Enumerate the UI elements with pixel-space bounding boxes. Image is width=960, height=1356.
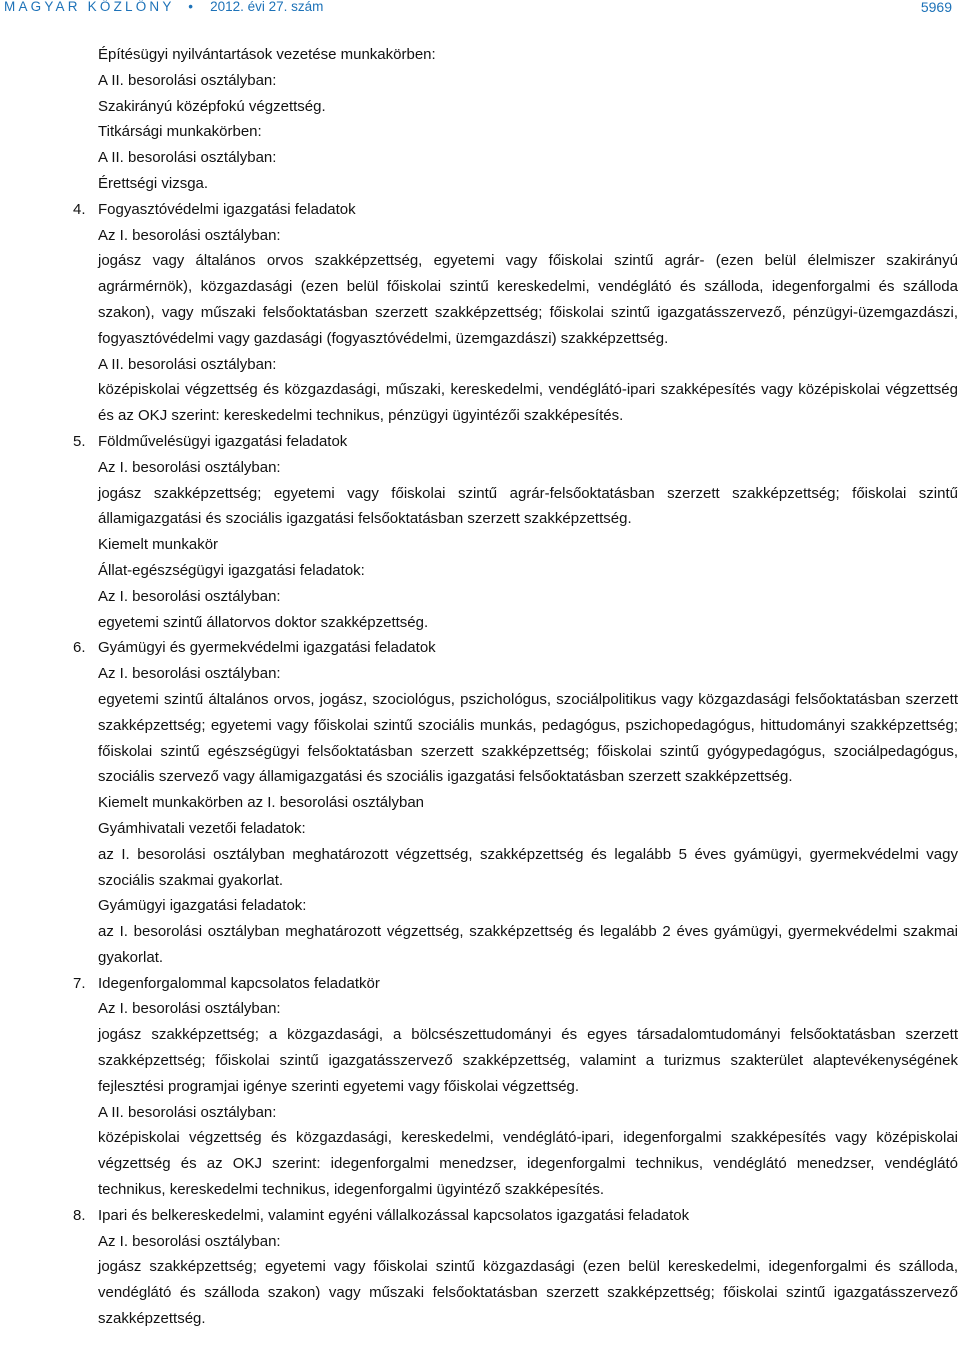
journal-name: MAGYAR KÖZLÖNY <box>4 0 175 14</box>
paragraph: jogász szakképzettség; egyetemi vagy főiskolai szintű agrár-felsőoktatásban szerzett szakképzettség; főiskolai szintű államigazgatási és szociális igazgatási felsőoktatásban szerzett szakképzettség. <box>98 484 958 528</box>
section-number: 6. <box>73 639 86 657</box>
paragraph: az I. besorolási osztályban meghatározott végzettség, szakképzettség és legalább 5 éves gyámügyi, gyermekvédelmi vagy szociális szakmai gyakorlat. <box>98 845 958 889</box>
paragraph: jogász szakképzettség; egyetemi vagy főiskolai szintű közgazdasági (ezen belül kereskedelmi, idegenforgalmi és szálloda, vendéglátó és szálloda szakon) vagy műszaki felsőoktatásban szerzett szakképzettség; főiskolai szintű igazgatásszervező szakképzettség. <box>98 1258 958 1328</box>
paragraph: egyetemi szintű általános orvos, jogász, szociológus, pszichológus, szociálpolitikus vagy közgazdasági felsőoktatásban szerzett szakképzettség; egyetemi vagy főiskolai szintű szociális munkás, pedagógus, pszichopedagógus, hittudományi szakképzettség; főiskolai szintű egészségügyi felsőoktatásban szerzett szakképzettség; főiskolai szintű gyógypedagógus, szociálpedagógus, szociális szervező vagy államigazgatási és szociális igazgatási felsőoktatásban szerzett szakképzettség. <box>98 690 958 786</box>
section-number: 8. <box>73 1206 86 1224</box>
section-title: Ipari és belkereskedelmi, valamint egyéni vállalkozással kapcsolatos igazgatási feladatok <box>98 1206 690 1224</box>
section-heading-8 <box>73 1203 958 1229</box>
issue-date: 2012. évi 27. szám <box>210 0 324 14</box>
text-line: A II. besorolási osztályban: <box>98 149 277 167</box>
section-heading-4 <box>73 197 958 223</box>
text-line: Az I. besorolási osztályban: <box>98 587 281 605</box>
section-number: 7. <box>73 974 86 992</box>
section-title: Fogyasztóvédelmi igazgatási feladatok <box>98 200 356 218</box>
section-heading-7 <box>73 971 958 997</box>
section-title: Földművelésügyi igazgatási feladatok <box>98 432 348 450</box>
text-line: Az I. besorolási osztályban: <box>98 226 281 244</box>
text-line: Kiemelt munkakörben az I. besorolási osztályban <box>98 794 425 812</box>
paragraph: jogász szakképzettség; a közgazdasági, a bölcsészettudományi és egyes társadalomtudományi felsőoktatásban szerzett szakképzettség; főiskolai szintű igazgatásszervező szakképzettség, valamint a turizmus szakterület alaptevékenységének fejlesztési programjai igénye szerinti egyetemi vagy főiskolai végzettség. <box>98 1026 958 1095</box>
page-header <box>0 0 960 18</box>
text-line: Az I. besorolási osztályban: <box>98 458 281 476</box>
text-line: Az I. besorolási osztályban: <box>98 665 281 683</box>
text-line: Szakirányú középfokú végzettség. <box>98 97 326 115</box>
text-line: Gyámügyi igazgatási feladatok: <box>98 897 307 915</box>
text-line: Érettségi vizsga. <box>98 174 209 192</box>
text-line: A II. besorolási osztályban: <box>98 355 277 373</box>
section-number: 5. <box>73 432 86 450</box>
section-title: Gyámügyi és gyermekvédelmi igazgatási feladatok <box>98 639 436 657</box>
journal-title: MAGYAR KÖZLÖNY • 2012. évi 27. szám <box>4 0 324 14</box>
text-line: egyetemi szintű állatorvos doktor szakképzettség. <box>98 613 429 631</box>
paragraph: jogász vagy általános orvos szakképzettség, egyetemi vagy főiskolai szintű agrár- (ezen belül élelmiszer szakirányú agrármérnök), közgazdasági (ezen belül főiskolai szintű kereskedelmi, vendéglátó és szálloda, idegenforgalmi és szálloda szakon), vagy műszaki felsőoktatásban szerzett szakképzettség; főiskolai szintű igazgatásszervező, pénzügyi-üzemgazdászi, fogyasztóvédelmi vagy gazdasági (fogyasztóvédelmi, üzemgazdászi) szakképzettség. <box>98 252 958 347</box>
text-line: A II. besorolási osztályban: <box>98 71 277 89</box>
text-line: Az I. besorolási osztályban: <box>98 1232 281 1250</box>
paragraph: középiskolai végzettség és közgazdasági, kereskedelmi, vendéglátó-ipari, idegenforgalmi szakképesítés vagy középiskolai végzettség és az OKJ szerint: idegenforgalmi menedzser, idegenforgalmi technikus, vendéglátó menedzser, vendéglátó technikus, kereskedelmi technikus, idegenforgalmi ügyintéző szakképesítés. <box>98 1129 958 1199</box>
text-line: Állat-egészségügyi igazgatási feladatok: <box>98 561 365 579</box>
paragraph: középiskolai végzettség és közgazdasági, műszaki, kereskedelmi, vendéglátó-ipari szakképesítés vagy középiskolai végzettség és az OKJ szerint: kereskedelmi technikus, pénzügyi ügyintézői szakképesítés. <box>98 381 958 425</box>
text-line: Kiemelt munkakör <box>98 536 219 554</box>
section-heading-6 <box>73 635 958 661</box>
paragraph: az I. besorolási osztályban meghatározott végzettség, szakképzettség és legalább 2 éves gyámügyi, gyermekvédelmi szakmai gyakorlat. <box>98 923 958 966</box>
document-body <box>73 42 958 1332</box>
text-line: Építésügyi nyilvántartások vezetése munkakörben: <box>98 46 436 63</box>
text-line: Az I. besorolási osztályban: <box>98 1000 281 1018</box>
text-line: Gyámhivatali vezetői feladatok: <box>98 819 306 837</box>
page-number: 5969 <box>920 0 952 15</box>
text-line: Titkársági munkakörben: <box>98 123 262 141</box>
section-number: 4. <box>73 200 86 218</box>
section-heading-5 <box>73 429 958 455</box>
text-line: A II. besorolási osztályban: <box>98 1103 277 1121</box>
section-title: Idegenforgalommal kapcsolatos feladatkör <box>98 974 380 992</box>
